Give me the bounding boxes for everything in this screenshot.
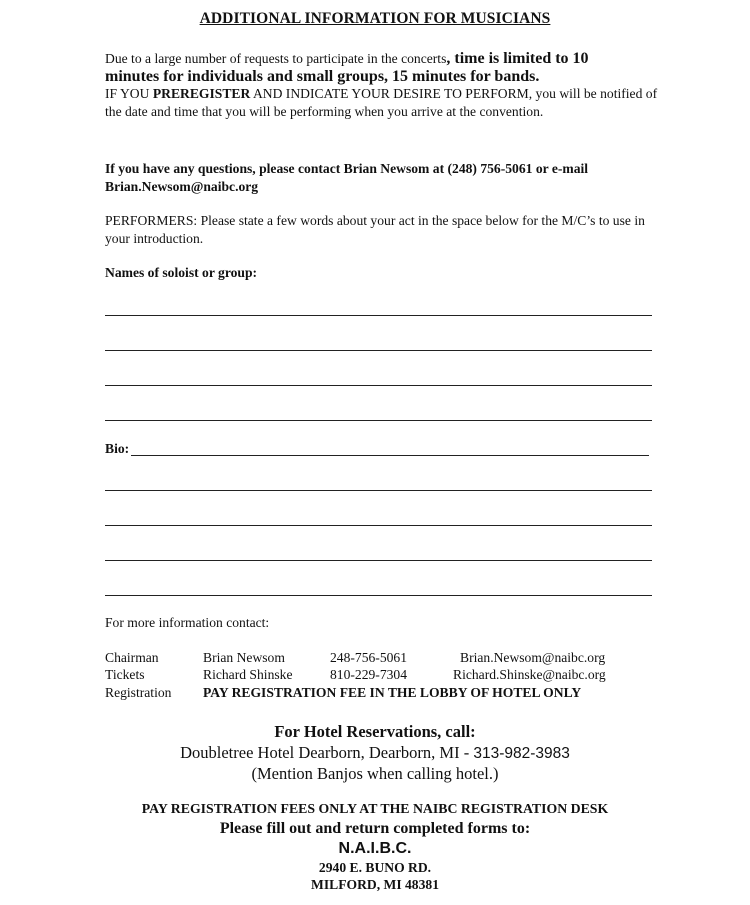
intro-paragraph <box>105 50 665 120</box>
more-info-label: For more information contact: <box>105 615 270 630</box>
contact-phone: 248-756-5061 <box>330 650 408 665</box>
org-city: MILFORD, MI 48381 <box>311 877 439 892</box>
contact-email[interactable]: Richard.Shinske@naibc.org <box>453 667 606 682</box>
names-line-4[interactable] <box>105 420 652 421</box>
bio-line-1[interactable] <box>131 455 649 456</box>
performers-paragraph: PERFORMERS: Please state a few words about your act in the space below for the M/C’s to use in your introduction. <box>105 213 645 246</box>
time-limit-text: , time is limited to 10 <box>446 50 589 67</box>
registration-note: PAY REGISTRATION FEE IN THE LOBBY OF HOTEL ONLY <box>203 685 582 700</box>
contact-name: Brian Newsom <box>203 650 285 665</box>
contact-role: Tickets <box>105 667 145 682</box>
page-title: ADDITIONAL INFORMATION FOR MUSICIANS <box>199 10 551 27</box>
contact-name: Richard Shinske <box>203 667 293 682</box>
names-label: Names of soloist or group: <box>105 265 258 280</box>
names-line-2[interactable] <box>105 350 652 351</box>
org-street: 2940 E. BUNO RD. <box>318 860 432 875</box>
hotel-note: (Mention Banjos when calling hotel.) <box>251 764 499 783</box>
intro-text: Due to a large number of requests to participate in the concerts <box>105 51 447 66</box>
hotel-name: Doubletree Hotel Dearborn, Dearborn, MI - <box>180 743 474 762</box>
hotel-phone: 313-982-3983 <box>473 745 570 762</box>
time-limit-text-2: minutes for individuals and small groups, 15 minutes for bands. <box>105 67 540 85</box>
bio-line-5[interactable] <box>105 595 652 596</box>
names-line-1[interactable] <box>105 315 652 316</box>
names-line-3[interactable] <box>105 385 652 386</box>
return-forms-note: Please fill out and return completed forms to: <box>219 820 531 837</box>
questions-paragraph <box>105 160 665 195</box>
bio-line-2[interactable] <box>105 490 652 491</box>
bio-line-3[interactable] <box>105 525 652 526</box>
bio-line-4[interactable] <box>105 560 652 561</box>
questions-email: Brian.Newsom@naibc.org <box>105 178 259 194</box>
prereg-text-b: PREREGISTER <box>152 86 251 101</box>
registration-role: Registration <box>105 685 172 700</box>
pay-fees-note: PAY REGISTRATION FEES ONLY AT THE NAIBC REGISTRATION DESK <box>141 801 609 816</box>
hotel-line <box>0 743 750 763</box>
contact-email[interactable]: Brian.Newsom@naibc.org <box>460 650 606 665</box>
questions-line1: If you have any questions, please contact Brian Newsom at (248) 756-5061 or e-mail <box>105 161 589 176</box>
prereg-text-a: IF YOU <box>105 86 153 101</box>
bio-label: Bio: <box>105 441 130 456</box>
contact-role: Chairman <box>105 650 159 665</box>
contact-phone: 810-229-7304 <box>330 667 408 682</box>
prereg-text-c: AND INDICATE YOUR DESIRE TO PERFORM, you will be notified of the date and time that you will be performing when you arrive at the convention. <box>105 86 658 119</box>
hotel-heading: For Hotel Reservations, call: <box>274 722 476 741</box>
org-name: N.A.I.B.C. <box>338 840 412 857</box>
